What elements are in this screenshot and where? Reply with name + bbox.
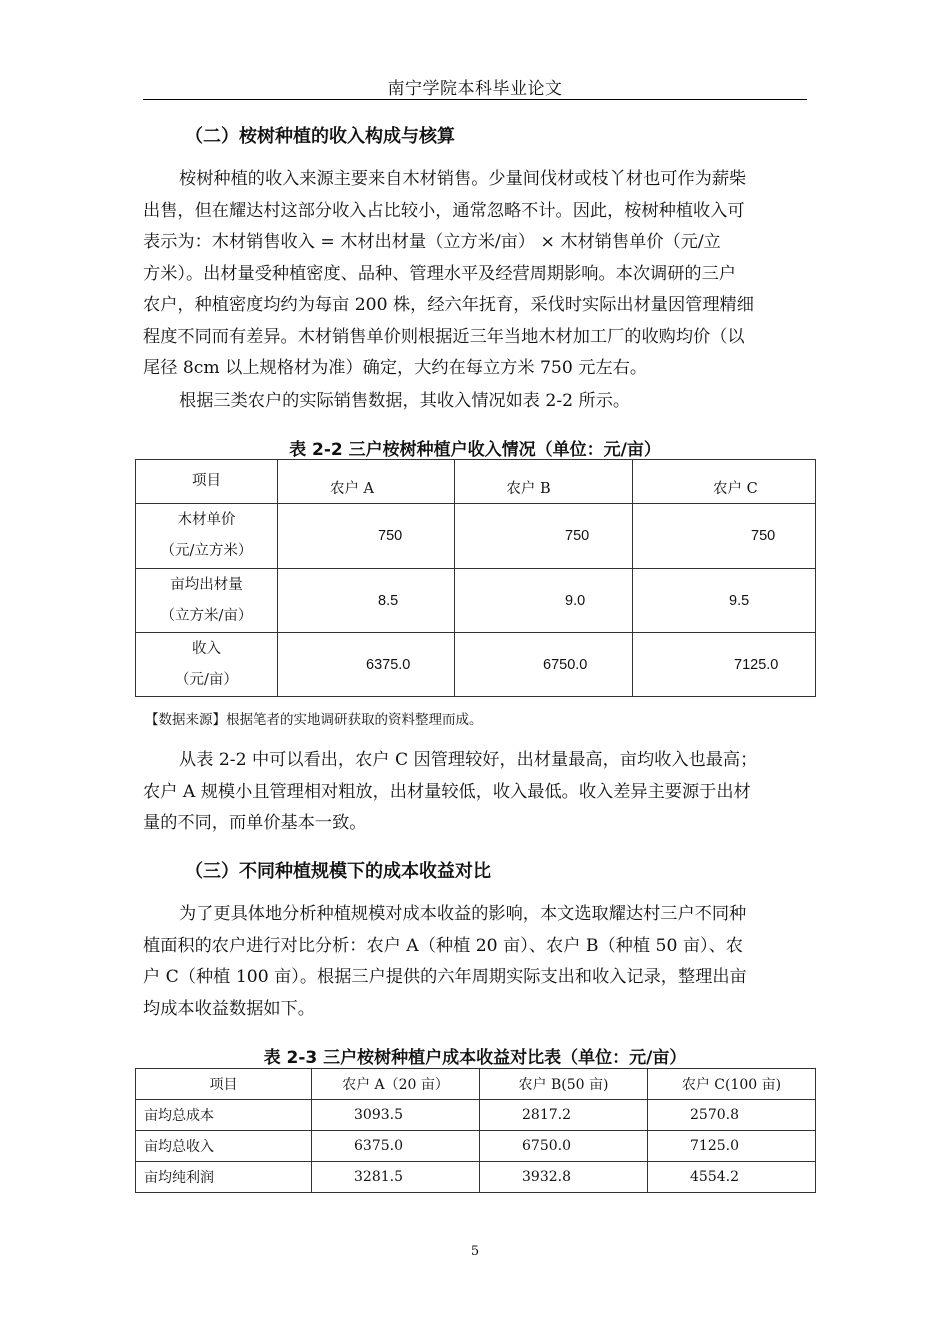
row-label: 亩均纯利润 — [136, 1162, 312, 1193]
table-row — [136, 1162, 816, 1193]
text-line: 植面积的农户进行对比分析：农户 A（种植 20 亩）、农户 B（种植 50 亩）、农 — [143, 935, 743, 956]
text-line: 农户，种植密度均约为每亩 200 株，经六年抚育，采伐时实际出材量因管理精细 — [143, 295, 754, 315]
table-row — [136, 504, 816, 569]
header-cell-farmer-a: 农户 A（20 亩） — [312, 1069, 480, 1100]
value-cell: 6750.0 — [480, 1131, 648, 1162]
header-cell-farmer-a: 农户 A — [278, 460, 455, 504]
text-line: 为了更具体地分析种植规模对成本收益的影响，本文选取耀达村三户不同种 — [179, 904, 747, 924]
table-2-2-caption: 表 2-2 三户桉树种植户收入情况（单位：元/亩） — [289, 440, 661, 460]
header-cell-farmer-b: 农户 B(50 亩) — [480, 1069, 648, 1100]
value-cell: 7125.0 — [633, 633, 816, 697]
value-cell: 750 — [278, 504, 455, 569]
header-cell-item: 项目 — [136, 460, 278, 504]
table-row — [136, 1131, 816, 1162]
text-line: 均成本收益数据如下。 — [143, 998, 315, 1019]
paragraph-scale-comparison — [143, 899, 807, 1025]
row-label: 亩均总收入 — [136, 1131, 312, 1162]
value-cell: 2817.2 — [480, 1100, 648, 1131]
table-row — [136, 1100, 816, 1131]
value-cell: 6750.0 — [455, 633, 633, 697]
row-label-unit: （元/亩） — [175, 671, 238, 688]
text-line: 程度不同而有差异。木材销售单价则根据近三年当地木材加工厂的收购均价（以 — [143, 326, 745, 347]
value-cell: 8.5 — [278, 569, 455, 633]
text-line: 从表 2-2 中可以看出，农户 C 因管理较好，出材量最高，亩均收入也最高； — [179, 750, 758, 770]
text-line: 尾径 8cm 以上规格材为准）确定，大约在每立方米 750 元左右。 — [143, 358, 648, 378]
paragraph-income-source — [143, 164, 807, 385]
value-cell: 2570.8 — [648, 1100, 816, 1131]
value-cell: 3932.8 — [480, 1162, 648, 1193]
data-source-note: 【数据来源】根据笔者的实地调研获取的资料整理而成。 — [145, 712, 483, 728]
value-cell: 3281.5 — [312, 1162, 480, 1193]
text-line: 方米）。出材量受种植密度、品种、管理水平及经营周期影响。本次调研的三户 — [143, 263, 736, 284]
text-line: 农户 A 规模小且管理相对粗放，出材量较低，收入最低。收入差异主要源于出材 — [143, 781, 751, 802]
paragraph-table-intro — [143, 386, 807, 418]
value-cell: 750 — [633, 504, 816, 569]
page-number: 5 — [470, 1244, 480, 1259]
paragraph-analysis — [143, 745, 807, 840]
value-cell: 9.0 — [455, 569, 633, 633]
row-label — [136, 504, 278, 569]
row-label — [136, 633, 278, 697]
row-label-unit: （元/立方米） — [160, 543, 253, 559]
table-2-2 — [135, 459, 816, 697]
section-heading-2: （二）桉树种植的收入构成与核算 — [185, 126, 455, 147]
value-cell: 3093.5 — [312, 1100, 480, 1131]
text-line: 量的不同，而单价基本一致。 — [143, 813, 367, 833]
value-cell: 6375.0 — [278, 633, 455, 697]
text-line: 表示为：木材销售收入 = 木材出材量（立方米/亩） × 木材销售单价（元/立 — [143, 232, 721, 252]
value-cell: 9.5 — [633, 569, 816, 633]
row-label — [136, 569, 278, 633]
row-label-name: 收入 — [192, 640, 221, 657]
row-label-unit: （立方米/亩） — [160, 607, 253, 624]
table-row — [136, 633, 816, 697]
table-2-3-caption: 表 2-3 三户桉树种植户成本收益对比表（单位：元/亩） — [263, 1048, 687, 1068]
value-cell: 750 — [455, 504, 633, 569]
table-2-3 — [135, 1068, 816, 1193]
header-cell-farmer-c: 农户 C — [633, 460, 816, 504]
row-label-name: 亩均出材量 — [170, 576, 243, 593]
section-heading-3: （三）不同种植规模下的成本收益对比 — [185, 861, 491, 882]
text-line: 根据三类农户的实际销售数据，其收入情况如表 2-2 所示。 — [179, 391, 631, 411]
row-label: 亩均总成本 — [136, 1100, 312, 1131]
text-line: 桉树种植的收入来源主要来自木材销售。少量间伐材或枝丫材也可作为薪柴 — [179, 169, 747, 189]
table-header-row — [136, 460, 816, 504]
row-label-name: 木材单价 — [177, 512, 236, 528]
table-header-row — [136, 1069, 816, 1100]
value-cell: 6375.0 — [312, 1131, 480, 1162]
page-header: 南宁学院本科毕业论文 — [387, 79, 563, 99]
header-rule — [143, 99, 807, 100]
table-row — [136, 569, 816, 633]
text-line: 户 C（种植 100 亩）。根据三户提供的六年周期实际支出和收入记录，整理出亩 — [143, 967, 747, 987]
value-cell: 7125.0 — [648, 1131, 816, 1162]
text-line: 出售，但在耀达村这部分收入占比较小，通常忽略不计。因此，桉树种植收入可 — [143, 200, 745, 221]
value-cell: 4554.2 — [648, 1162, 816, 1193]
header-cell-farmer-b: 农户 B — [455, 460, 633, 504]
header-cell-farmer-c: 农户 C(100 亩) — [648, 1069, 816, 1100]
header-cell-item: 项目 — [136, 1069, 312, 1100]
